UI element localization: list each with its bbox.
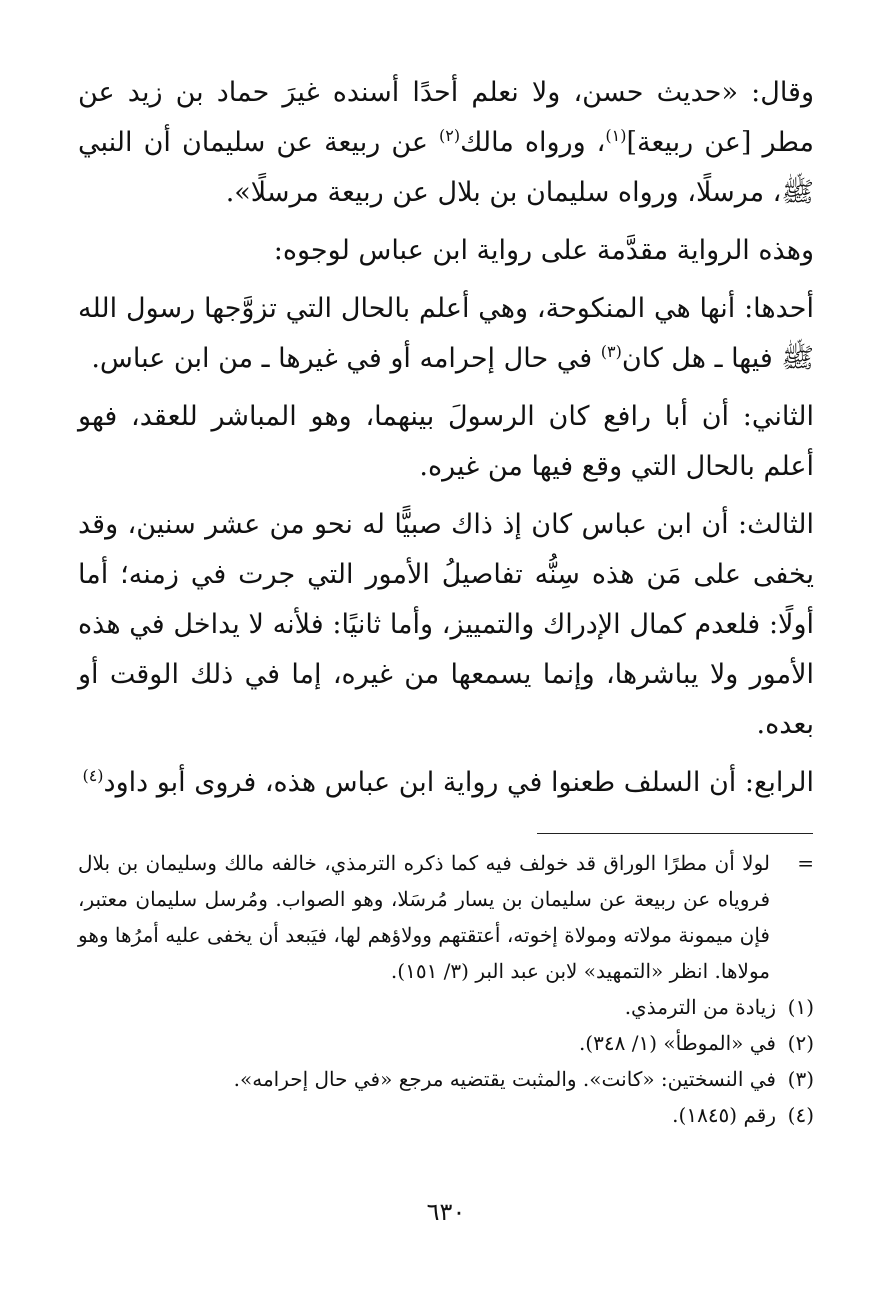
paragraph-3-text-a: أحدها: أنها هي المنكوحة، وهي أعلم بالحال التي تزوَّجها رسول الله ﷺ فيها ـ هل كان [78, 293, 814, 374]
footnote-ref-4[interactable]: (٤) [82, 766, 104, 785]
paragraph-4: الثاني: أن أبا رافع كان الرسولَ بينهما، وهو المباشر للعقد، فهو أعلم بالحال التي وقع فيها من غيره. [78, 401, 814, 482]
footnote-3-text: في النسختين: «كانت». والمثبت يقتضيه مرجع «في حال إحرامه». [233, 1067, 776, 1091]
footnote-1-text: زيادة من الترمذي. [624, 995, 776, 1019]
paragraph-1-text-b: ، ورواه مالك [460, 127, 606, 158]
footnote-4-number: (٤) [787, 1103, 814, 1127]
footnote-continuation [78, 845, 814, 989]
footnote-4 [78, 1097, 814, 1133]
paragraph-6-text-a: الرابع: أن السلف طعنوا في رواية ابن عباس هذه، فروى أبو داود [103, 767, 814, 798]
footnote-1-number: (١) [787, 995, 814, 1019]
paragraph-1-text-a: وقال: «حديث حسن، ولا نعلم أحدًا أسنده غيرَ حماد بن زيد عن مطر [عن ربيعة] [78, 77, 814, 158]
continuation-mark: = [797, 851, 814, 875]
footnote-ref-2[interactable]: (٢) [439, 126, 461, 145]
paragraph-5: الثالث: أن ابن عباس كان إذ ذاك صبيًّا له نحو من عشر سنين، وقد يخفى على مَن هذه سِنُّه تفاصيلُ الأمور التي جرت في زمنه؛ أما أولًا: فلعدم كمال الإدراك والتمييز، وأما ثانيًا: فلأنه لا يداخل في هذه الأمور ولا يباشرها، وإنما يسمعها من غيره، إما في ذلك الوقت أو بعده. [78, 509, 814, 740]
main-text [78, 68, 814, 816]
footnote-2 [78, 1025, 814, 1061]
paragraph-2: وهذه الرواية مقدَّمة على رواية ابن عباس لوجوه: [273, 235, 814, 266]
footnote-ref-3[interactable]: (٣) [600, 342, 622, 361]
footnotes [78, 845, 814, 1133]
footnote-1 [78, 989, 814, 1025]
paragraph-6 [78, 758, 814, 808]
paragraph-3 [78, 284, 814, 384]
footnote-3-number: (٣) [787, 1067, 814, 1091]
paragraph-3-text-b: في حال إحرامه أو في غيرها ـ من ابن عباس. [91, 343, 601, 374]
paragraph-1-text-c: عن ربيعة عن سليمان أن النبي ﷺ، مرسلًا، ورواه سليمان بن بلال عن ربيعة مرسلًا». [78, 127, 814, 208]
footnote-continuation-text: لولا أن مطرًا الوراق قد خولف فيه كما ذكره الترمذي، خالفه مالك وسليمان بن بلال فروياه عن ربيعة عن سليمان بن يسار مُرسَلا، وهو الصواب. ومُرسل سليمان معتبر، فإن ميمونة مولاته ومولاة إخوته، أعتقتهم وولاؤهم لها، فيَبعد أن يخفى عليه أمرُها وهو مولاها. انظر «التمهيد» لابن عبد البر (٣/ ١٥١). [78, 851, 770, 983]
footnote-4-text: رقم (١٨٤٥). [672, 1103, 776, 1127]
footnote-2-number: (٢) [787, 1031, 814, 1055]
footnote-separator [537, 833, 813, 834]
footnote-2-text: في «الموطأ» (١/ ٣٤٨). [578, 1031, 776, 1055]
footnote-3 [78, 1061, 814, 1097]
page-number: ٦٣٠ [426, 1198, 466, 1226]
footnote-ref-1[interactable]: (١) [605, 126, 627, 145]
paragraph-1 [78, 68, 814, 218]
